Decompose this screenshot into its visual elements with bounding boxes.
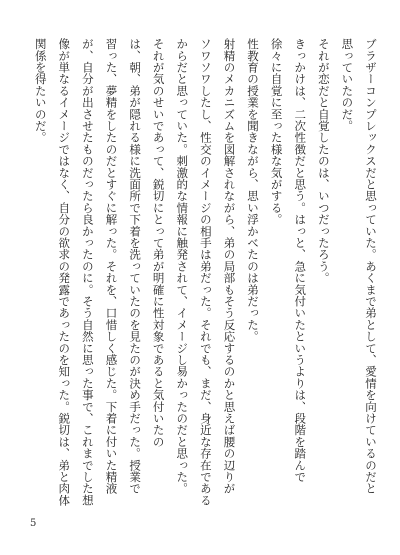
page-number: 5 [30,518,37,529]
text-line: は、朝、弟が隠れる様に洗面所で下着を洗っていたのを見たのが決め手だった。授業で [128,38,143,495]
text-line: それが恋だと自覚したのは、いつだったろう。 [316,38,331,284]
text-line: 思っていたのだ。 [340,38,355,132]
text-line: 射精のメカニズムを図解されながら、弟の局部もそう反応するのかと思えば腰の辺りが [222,38,237,495]
text-line: ソワソワしたし、性交のイメージの相手は弟だった。それでも、まだ、身近な存在である [198,38,213,506]
text-line: からだと思っていた。刺激的な情報に触発されて、イメージし易かったのだと思った。 [175,38,190,495]
text-line: 徐々に自覚に至った様な気がする。 [269,38,284,226]
text-line: ブラザーコンプレックスだと思っていた。あくまで弟として、愛情を向けているのだと [364,38,378,495]
text-line: が、自分が出させたものだったら良かったのに。そう自然に思った事で、これまでした想 [80,38,95,506]
text-line: 性教育の授業を聞きながら、思い浮かべたのは弟だった。 [246,38,261,343]
vertical-text-block [12,38,382,508]
text-line: きっかけは、二次性徴だと思う。はっと、急に気付いたというよりは、段階を踏んで [293,38,308,483]
text-line: 習った、夢精をしたのだとすぐに解った。それを、口惜しく感じた。下着に付いた精液 [104,38,119,495]
text-line: 関係を得たいのだ。 [33,38,48,144]
text-line: 像が単なるイメージではなく、自分の欲求の発露であったのを知った。鋭切は、弟と肉体 [57,38,72,506]
text-line: それが気のせいであって、鋭切にとって弟が明確に性対象であると気付いたの [151,38,166,448]
